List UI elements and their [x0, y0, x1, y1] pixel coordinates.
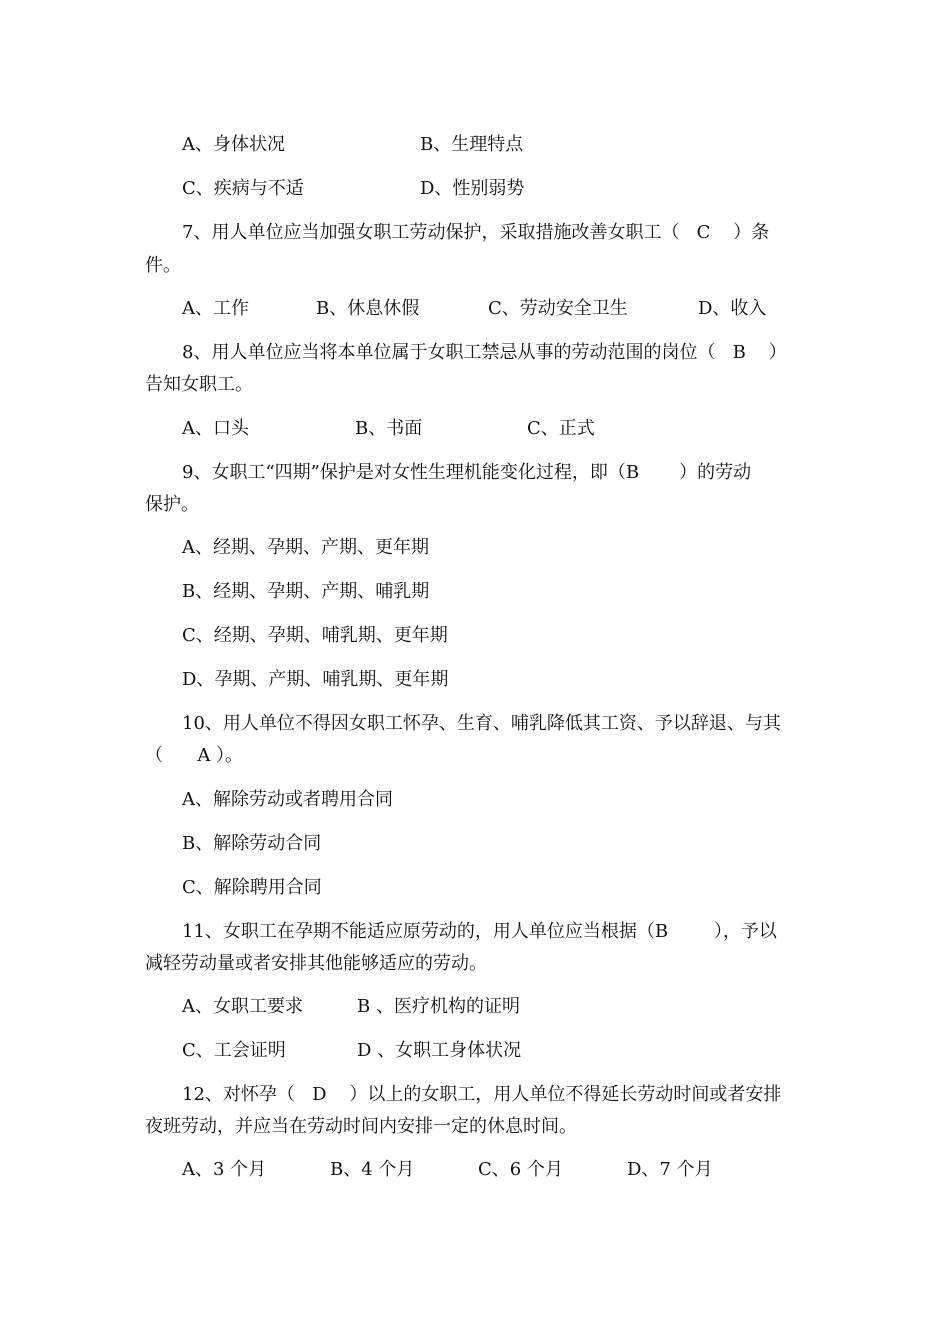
- q7-option-c: C、劳动安全卫生: [488, 298, 628, 319]
- q9-option-c: C、经期、孕期、哺乳期、更年期: [182, 625, 448, 646]
- q8-stem-line2: 告知女职工。: [145, 374, 253, 395]
- q9-stem-line1: 9、女职工“四期”保护是对女性生理机能变化过程，即（B ）的劳动: [182, 462, 752, 483]
- q7-option-b: B、休息休假: [316, 298, 420, 319]
- q11-option-c: C、工会证明: [182, 1040, 286, 1061]
- q12-option-a: A、3 个月: [182, 1159, 267, 1180]
- q12-stem-line1: 12、对怀孕（ D ）以上的女职工，用人单位不得延长劳动时间或者安排: [182, 1084, 782, 1105]
- q11-option-d: D 、女职工身体状况: [357, 1040, 522, 1061]
- q10-stem-line2: （ A ）。: [145, 745, 244, 766]
- q11-option-b: B 、医疗机构的证明: [357, 996, 520, 1017]
- q8-option-c: C、正式: [527, 418, 595, 439]
- q7-stem-line2: 件。: [145, 255, 181, 276]
- q10-stem-line1: 10、用人单位不得因女职工怀孕、生育、哺乳降低其工资、予以辞退、与其: [182, 713, 781, 734]
- q10-option-b: B、解除劳动合同: [182, 833, 322, 854]
- q6-option-a: A、身体状况: [182, 134, 285, 155]
- q10-option-c: C、解除聘用合同: [182, 877, 322, 898]
- q11-option-a: A、女职工要求: [182, 996, 303, 1017]
- q12-option-c: C、6 个月: [478, 1159, 563, 1180]
- q12-option-b: B、4 个月: [330, 1159, 415, 1180]
- q11-stem-line1: 11、女职工在孕期不能适应原劳动的，用人单位应当根据（B ），予以: [182, 921, 777, 942]
- q6-option-d: D、性别弱势: [420, 178, 525, 199]
- q12-option-d: D、7 个月: [627, 1159, 713, 1180]
- q6-option-b: B、生理特点: [420, 134, 524, 155]
- q9-option-b: B、经期、孕期、产期、哺乳期: [182, 581, 430, 602]
- q9-option-a: A、经期、孕期、产期、更年期: [182, 537, 429, 558]
- q9-stem-line2: 保护。: [145, 494, 199, 515]
- q11-stem-line2: 减轻劳动量或者安排其他能够适应的劳动。: [145, 953, 487, 974]
- q8-stem-line1: 8、用人单位应当将本单位属于女职工禁忌从事的劳动范围的岗位（ B ）: [182, 342, 787, 363]
- q9-option-d: D、孕期、产期、哺乳期、更年期: [182, 669, 449, 690]
- q12-stem-line2: 夜班劳动，并应当在劳动时间内安排一定的休息时间。: [145, 1116, 577, 1137]
- q8-option-a: A、口头: [182, 418, 249, 439]
- q7-option-a: A、工作: [182, 298, 249, 319]
- q10-option-a: A、解除劳动或者聘用合同: [182, 789, 393, 810]
- q7-option-d: D、收入: [698, 298, 767, 319]
- q8-option-b: B、书面: [355, 418, 423, 439]
- q6-option-c: C、疾病与不适: [182, 178, 304, 199]
- q7-stem-line1: 7、用人单位应当加强女职工劳动保护，采取措施改善女职工（ C ）条: [182, 222, 770, 243]
